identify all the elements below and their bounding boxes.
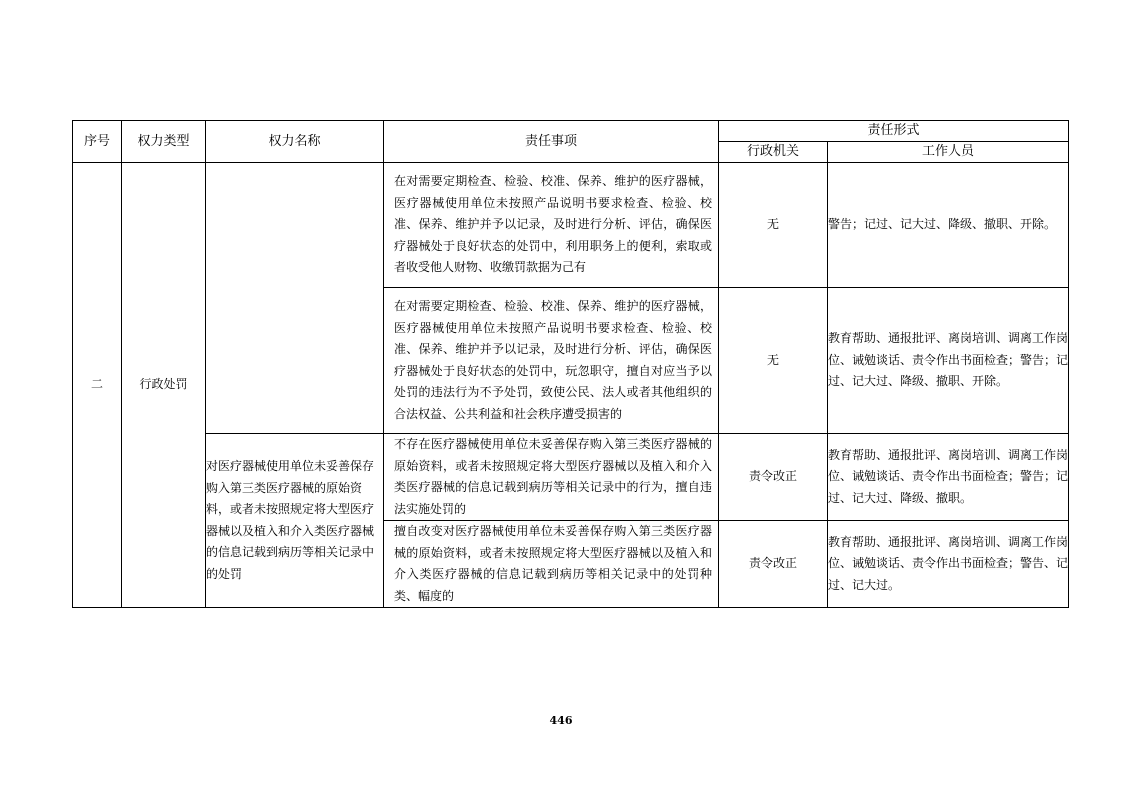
header-row-1: [73, 121, 1069, 142]
staff-cell: 教育帮助、通报批评、离岗培训、调离工作岗位、诫勉谈话、责令作出书面检查；警告、记过、记大过。: [828, 521, 1069, 608]
header-seq: 序号: [73, 121, 122, 163]
header-staff: 工作人员: [828, 142, 1069, 163]
responsibility-table: [72, 120, 1069, 608]
admin-cell: 无: [719, 288, 828, 434]
admin-cell: 责令改正: [719, 434, 828, 521]
header-power-type: 权力类型: [122, 121, 206, 163]
duty-cell: 在对需要定期检查、检验、校准、保养、维护的医疗器械，医疗器械使用单位未按照产品说明书要求检查、检验、校准、保养、维护并予以记录，及时进行分析、评估，确保医疗器械处于良好状态的处罚中，利用职务上的便利，索取或者收受他人财物、收缴罚款据为己有: [384, 163, 719, 288]
power-type-cell: 行政处罚: [122, 163, 206, 608]
admin-cell: 责令改正: [719, 521, 828, 608]
duty-cell: 不存在医疗器械使用单位未妥善保存购入第三类医疗器械的原始资料，或者未按照规定将大型医疗器械以及植入和介入类医疗器械的信息记载到病历等相关记录中的行为，擅自违法实施处罚的: [384, 434, 719, 521]
header-form: 责任形式: [719, 121, 1069, 142]
header-duty: 责任事项: [384, 121, 719, 163]
staff-cell: 教育帮助、通报批评、离岗培训、调离工作岗位、诫勉谈话、责令作出书面检查；警告；记过、记大过、降级、撤职。: [828, 434, 1069, 521]
header-admin: 行政机关: [719, 142, 828, 163]
duty-cell: 在对需要定期检查、检验、校准、保养、维护的医疗器械，医疗器械使用单位未按照产品说明书要求检查、检验、校准、保养、维护并予以记录，及时进行分析、评估，确保医疗器械处于良好状态的处罚中，玩忽职守，擅自对应当予以处罚的违法行为不予处罚，致使公民、法人或者其他组织的合法权益、公共利益和社会秩序遭受损害的: [384, 288, 719, 434]
power-name-cell: [206, 163, 384, 434]
duty-cell: 擅自改变对医疗器械使用单位未妥善保存购入第三类医疗器械的原始资料，或者未按照规定将大型医疗器械以及植入和介入类医疗器械的信息记载到病历等相关记录中的处罚种类、幅度的: [384, 521, 719, 608]
seq-cell: 二: [73, 163, 122, 608]
header-power-name: 权力名称: [206, 121, 384, 163]
staff-cell: 警告；记过、记大过、降级、撤职、开除。: [828, 163, 1069, 288]
table-row: [73, 163, 1069, 288]
page-number: 446: [549, 714, 573, 727]
admin-cell: 无: [719, 163, 828, 288]
staff-cell: 教育帮助、通报批评、离岗培训、调离工作岗位、诫勉谈话、责令作出书面检查；警告；记过、记大过、降级、撤职、开除。: [828, 288, 1069, 434]
power-name-cell: 对医疗器械使用单位未妥善保存购入第三类医疗器械的原始资料，或者未按照规定将大型医疗器械以及植入和介入类医疗器械的信息记载到病历等相关记录中的处罚: [206, 434, 384, 608]
table-row: [73, 434, 1069, 521]
